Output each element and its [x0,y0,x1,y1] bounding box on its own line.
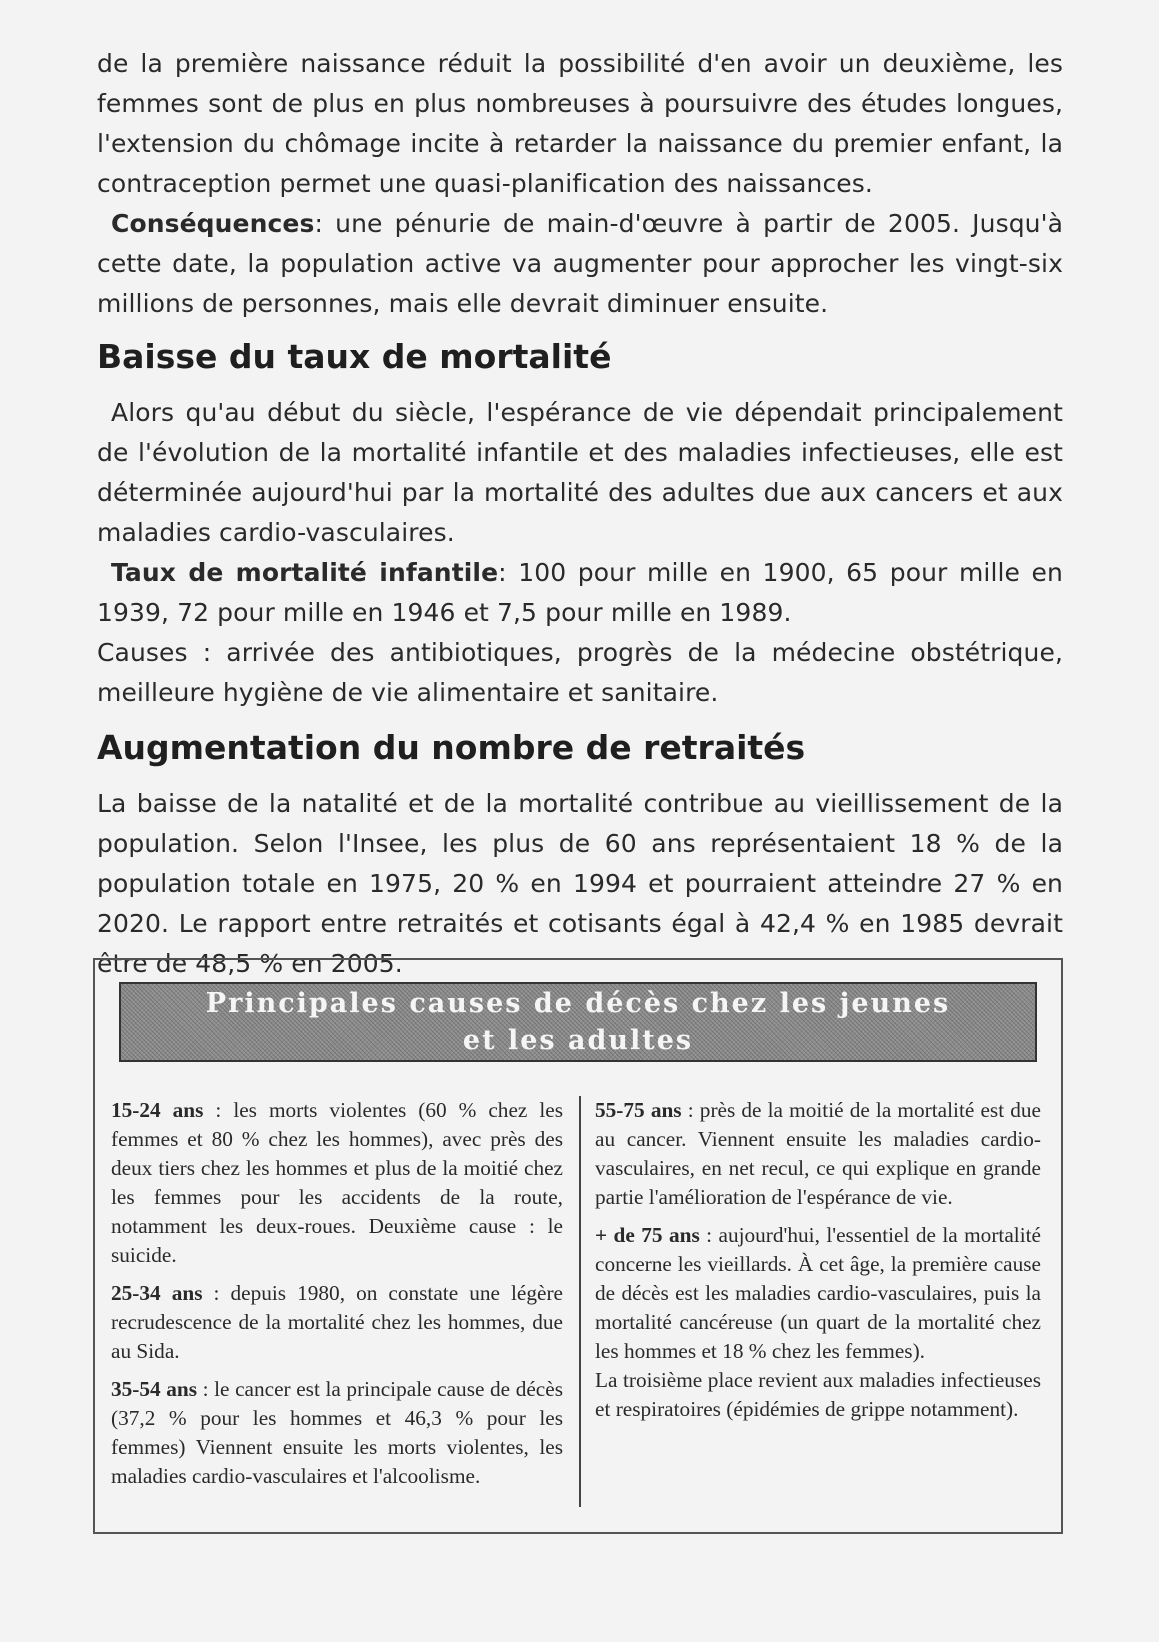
entry-text: : aujourd'hui, l'essentiel de la mortalité concerne les vieillards. À cet âge, la première cause de décès est les maladies cardio-vasculaires, puis la mortalité cancéreuse (un quart de la mortalité chez les hommes et 18 % chez les femmes). [595,1223,1042,1363]
causes-text: Causes : arrivée des antibiotiques, progrès de la médecine obstétrique, meilleure hygiène de vie alimentaire et sanitaire. [97,638,1063,707]
taux-mortalite-paragraph [97,553,1063,633]
intro-text: de la première naissance réduit la possibilité d'en avoir un deuxième, les femmes sont de plus en plus nombreuses à poursuivre des études longues, l'extension du chômage incite à retarder la naissance du premier enfant, la contraception permet une quasi-planification des naissances. [97,49,1063,198]
entry-text: : le cancer est la principale cause de décès (37,2 % pour les hommes et 46,3 % pour les femmes) Viennent ensuite les morts violentes, les maladies cardio-vasculaires et l'alcoolisme. [111,1377,564,1488]
entry-75-plus [595,1221,1041,1366]
entry-55-75 [595,1096,1041,1212]
entry-25-34 [111,1279,563,1366]
mortalite-text: Alors qu'au début du siècle, l'espérance de vie dépendait principalement de l'évolution de la mortalité infantile et des maladies infectieuses, elle est déterminée aujourd'hui par la mortalité des adultes due aux cancers et aux maladies cardio-vasculaires. [97,398,1063,547]
mortalite-paragraph [97,393,1063,553]
entry-text: : près de la moitié de la mortalité est due au cancer. Viennent ensuite les maladies cardio-vasculaires, en net recul, ce qui explique en grande partie l'amélioration de l'espérance de vie. [595,1098,1041,1209]
entry-label: + de 75 ans [595,1223,700,1247]
entry-label: 55-75 ans [595,1098,682,1122]
retraites-paragraph [97,784,1063,984]
box-right-column [595,1096,1041,1433]
heading-mortalite: Baisse du taux de mortalité [97,337,612,376]
column-divider [579,1096,581,1507]
box-banner [119,982,1037,1062]
taux-mortalite-text: : 100 pour mille en 1900, 65 pour mille en 1939, 72 pour mille en 1946 et 7,5 pour mille en 1989. [97,558,1063,627]
consequences-text: : une pénurie de main-d'œuvre à partir de 2005. Jusqu'à cette date, la population active va augmenter pour approcher les vingt-six millions de personnes, mais elle devrait diminuer ensuite. [97,209,1063,318]
causes-box [93,958,1063,1534]
consequences-paragraph [97,204,1063,324]
heading-retraites: Augmentation du nombre de retraités [97,728,806,767]
box-title: Principales causes de décès chez les jeunes et les adultes [205,988,951,1056]
retraites-text: La baisse de la natalité et de la mortalité contribue au vieillissement de la population. Selon l'Insee, les plus de 60 ans représentaient 18 % de la population totale en 1975, 20 % en 1994 et pourraient atteindre 27 % en 2020. Le rapport entre retraités et cotisants égal à 42,4 % en 1985 devrait être de 48,5 % en 2005. [97,789,1063,978]
entry-text: : les morts violentes (60 % chez les femmes et 80 % chez les hommes), avec près des deux tiers chez les hommes et plus de la moitié chez les femmes pour les accidents de la route, notamment les deux-roues. Deuxième cause : le suicide. [111,1098,563,1267]
entry-35-54 [111,1375,563,1491]
box-left-column [111,1096,563,1500]
entry-label: 15-24 ans [111,1098,204,1122]
entry-75-plus-extra: La troisième place revient aux maladies infectieuses et respiratoires (épidémies de grippe notamment). [595,1368,1041,1421]
intro-paragraph [97,44,1063,204]
entry-label: 25-34 ans [111,1281,203,1305]
taux-mortalite-label: Taux de mortalité infantile [111,558,499,587]
entry-15-24 [111,1096,563,1270]
causes-paragraph [97,633,1063,713]
entry-text: : depuis 1980, on constate une légère recrudescence de la mortalité chez les hommes, due au Sida. [111,1281,563,1363]
entry-label: 35-54 ans [111,1377,198,1401]
consequences-label: Conséquences [111,209,315,238]
